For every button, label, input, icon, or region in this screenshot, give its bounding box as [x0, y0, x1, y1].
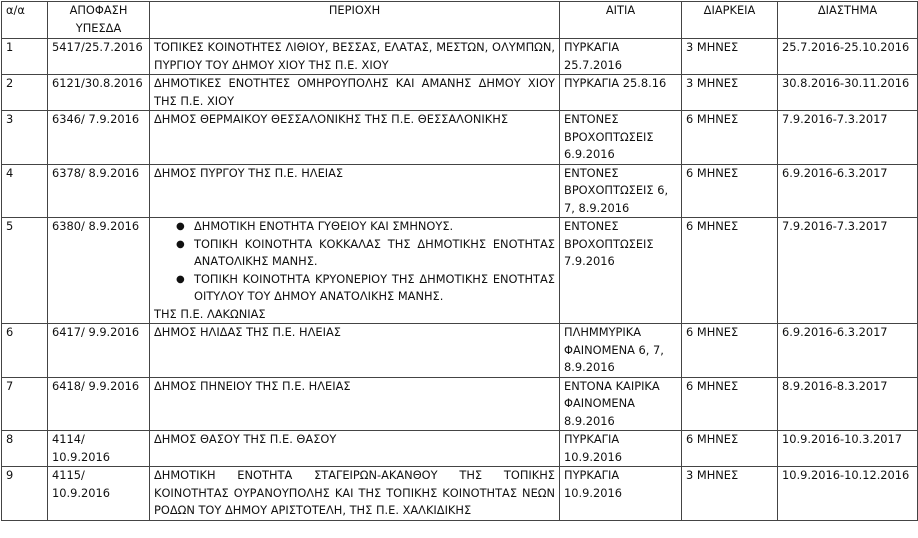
- cell-decision: 6380/ 8.9.2016: [48, 218, 150, 324]
- cell-aa: 3: [2, 111, 48, 165]
- cell-cause: ΠΥΡΚΑΓΙΑ 10.9.2016: [560, 467, 682, 521]
- cell-aa: 1: [2, 39, 48, 75]
- cell-decision: 6378/ 8.9.2016: [48, 164, 150, 218]
- bullet-icon: ●: [176, 273, 185, 285]
- cell-decision: 6346/ 7.9.2016: [48, 111, 150, 165]
- cell-period: 6.9.2016-6.3.2017: [778, 324, 918, 378]
- cell-duration: 6 ΜΗΝΕΣ: [682, 431, 778, 467]
- cell-duration: 6 ΜΗΝΕΣ: [682, 218, 778, 324]
- cell-cause: ΠΥΡΚΑΓΙΑ 10.9.2016: [560, 431, 682, 467]
- cell-period: 8.9.2016-8.3.2017: [778, 377, 918, 431]
- cell-region: ΔΗΜΟΤΙΚΗ ΕΝΟΤΗΤΑ ΣΤΑΓΕΙΡΩΝ-ΑΚΑΝΘΟΥ ΤΗΣ ΤΟΠΙΚΗΣ ΚΟΙΝΟΤΗΤΑΣ ΟΥΡΑΝΟΥΠΟΛΗΣ ΚΑΙ ΤΗΣ ΤΟΠΙΚΗΣ ΚΟΙΝΟΤΗΤΑΣ ΝΕΩΝ ΡΟΔΩΝ ΤΟΥ ΔΗΜΟΥ ΑΡΙΣΤΟΤΕΛΗ, ΤΗΣ Π.Ε. ΧΑΛΚΙΔΙΚΗΣ: [150, 467, 560, 521]
- region-list-item-text: ΤΟΠΙΚΗ ΚΟΙΝΟΤΗΤΑ ΚΡΥΟΝΕΡΙΟΥ ΤΗΣ ΔΗΜΟΤΙΚΗΣ ΕΝΟΤΗΤΑΣ ΟΙΤΥΛΟΥ ΤΟΥ ΔΗΜΟΥ ΑΝΑΤΟΛΙΚΗΣ ΜΑΝΗΣ.: [194, 271, 555, 303]
- header-duration: ΔΙΑΡΚΕΙΑ: [682, 2, 778, 39]
- cell-region: [150, 218, 560, 324]
- cell-duration: 6 ΜΗΝΕΣ: [682, 164, 778, 218]
- cell-region: ΔΗΜΟΤΙΚΕΣ ΕΝΟΤΗΤΕΣ ΟΜΗΡΟΥΠΟΛΗΣ ΚΑΙ ΑΜΑΝΗΣ ΔΗΜΟΥ ΧΙΟΥ ΤΗΣ Π.Ε. ΧΙΟΥ: [150, 75, 560, 111]
- table-row: [2, 218, 918, 324]
- cell-aa: 6: [2, 324, 48, 378]
- bullet-icon: ●: [176, 238, 185, 250]
- cell-duration: 3 ΜΗΝΕΣ: [682, 75, 778, 111]
- region-list-item-text: ΤΟΠΙΚΗ ΚΟΙΝΟΤΗΤΑ ΚΟΚΚΑΛΑΣ ΤΗΣ ΔΗΜΟΤΙΚΗΣ ΕΝΟΤΗΤΑΣ ΑΝΑΤΟΛΙΚΗΣ ΜΑΝΗΣ.: [194, 236, 555, 268]
- cell-aa: 8: [2, 431, 48, 467]
- table-row: [2, 431, 918, 467]
- cell-decision: 5417/25.7.2016: [48, 39, 150, 75]
- header-cause: ΑΙΤΙΑ: [560, 2, 682, 39]
- cell-duration: 6 ΜΗΝΕΣ: [682, 324, 778, 378]
- table-row: [2, 111, 918, 165]
- region-list-item: [176, 218, 555, 236]
- region-list-item-text: ΔΗΜΟΤΙΚΗ ΕΝΟΤΗΤΑ ΓΥΘΕΙΟΥ ΚΑΙ ΣΜΗΝΟΥΣ.: [194, 219, 454, 233]
- cell-region: ΔΗΜΟΣ ΠΥΡΓΟΥ ΤΗΣ Π.Ε. ΗΛΕΙΑΣ: [150, 164, 560, 218]
- header-region: ΠΕΡΙΟΧΗ: [150, 2, 560, 39]
- cell-region: ΔΗΜΟΣ ΘΕΡΜΑΙΚΟΥ ΘΕΣΣΑΛΟΝΙΚΗΣ ΤΗΣ Π.Ε. ΘΕΣΣΑΛΟΝΙΚΗΣ: [150, 111, 560, 165]
- table-row: [2, 39, 918, 75]
- cell-cause: ΠΛΗΜΜΥΡΙΚΑ ΦΑΙΝΟΜΕΝΑ 6, 7, 8.9.2016: [560, 324, 682, 378]
- cell-decision: 6121/30.8.2016: [48, 75, 150, 111]
- cell-period: 7.9.2016-7.3.2017: [778, 218, 918, 324]
- cell-region: ΤΟΠΙΚΕΣ ΚΟΙΝΟΤΗΤΕΣ ΛΙΘΙΟΥ, ΒΕΣΣΑΣ, ΕΛΑΤΑΣ, ΜΕΣΤΩΝ, ΟΛΥΜΠΩΝ, ΠΥΡΓΙΟΥ ΤΟΥ ΔΗΜΟΥ ΧΙΟΥ ΤΗΣ Π.Ε. ΧΙΟΥ: [150, 39, 560, 75]
- cell-aa: 7: [2, 377, 48, 431]
- cell-cause: ΕΝΤΟΝΕΣ ΒΡΟΧΟΠΤΩΣΕΙΣ 6, 7, 8.9.2016: [560, 164, 682, 218]
- region-bullet-list: [154, 218, 555, 306]
- cell-cause: ΕΝΤΟΝΕΣ ΒΡΟΧΟΠΤΩΣΕΙΣ 6.9.2016: [560, 111, 682, 165]
- table-row: [2, 467, 918, 521]
- cell-region: ΔΗΜΟΣ ΠΗΝΕΙΟΥ ΤΗΣ Π.Ε. ΗΛΕΙΑΣ: [150, 377, 560, 431]
- region-list-item: [176, 236, 555, 271]
- emergency-declarations-table: [1, 1, 918, 521]
- cell-cause: ΠΥΡΚΑΓΙΑ 25.8.16: [560, 75, 682, 111]
- cell-period: 7.9.2016-7.3.2017: [778, 111, 918, 165]
- table-row: [2, 164, 918, 218]
- bullet-icon: ●: [176, 221, 185, 232]
- table-row: [2, 324, 918, 378]
- cell-cause: ΕΝΤΟΝΑ ΚΑΙΡΙΚΑ ΦΑΙΝΟΜΕΝΑ 8.9.2016: [560, 377, 682, 431]
- cell-period: 25.7.2016-25.10.2016: [778, 39, 918, 75]
- cell-duration: 3 ΜΗΝΕΣ: [682, 39, 778, 75]
- cell-decision: 4115/ 10.9.2016: [48, 467, 150, 521]
- cell-region: ΔΗΜΟΣ ΗΛΙΔΑΣ ΤΗΣ Π.Ε. ΗΛΕΙΑΣ: [150, 324, 560, 378]
- cell-aa: 4: [2, 164, 48, 218]
- header-row: [2, 2, 918, 39]
- cell-duration: 6 ΜΗΝΕΣ: [682, 111, 778, 165]
- cell-cause: ΠΥΡΚΑΓΙΑ 25.7.2016: [560, 39, 682, 75]
- cell-duration: 3 ΜΗΝΕΣ: [682, 467, 778, 521]
- cell-period: 10.9.2016-10.3.2017: [778, 431, 918, 467]
- cell-aa: 9: [2, 467, 48, 521]
- cell-period: 30.8.2016-30.11.2016: [778, 75, 918, 111]
- table-row: [2, 377, 918, 431]
- cell-cause: ΕΝΤΟΝΕΣ ΒΡΟΧΟΠΤΩΣΕΙΣ 7.9.2016: [560, 218, 682, 324]
- region-list-item: [176, 271, 555, 306]
- header-decision: ΑΠΟΦΑΣΗ ΥΠΕΣΔΑ: [48, 2, 150, 39]
- header-aa: α/α: [2, 2, 48, 39]
- cell-period: 10.9.2016-10.12.2016: [778, 467, 918, 521]
- table-row: [2, 75, 918, 111]
- cell-aa: 5: [2, 218, 48, 324]
- cell-duration: 6 ΜΗΝΕΣ: [682, 377, 778, 431]
- cell-aa: 2: [2, 75, 48, 111]
- cell-period: 6.9.2016-6.3.2017: [778, 164, 918, 218]
- cell-decision: 6418/ 9.9.2016: [48, 377, 150, 431]
- region-suffix: ΤΗΣ Π.Ε. ΛΑΚΩΝΙΑΣ: [154, 306, 266, 321]
- cell-decision: 4114/ 10.9.2016: [48, 431, 150, 467]
- cell-decision: 6417/ 9.9.2016: [48, 324, 150, 378]
- header-period: ΔΙΑΣΤΗΜΑ: [778, 2, 918, 39]
- cell-region: ΔΗΜΟΣ ΘΑΣΟΥ ΤΗΣ Π.Ε. ΘΑΣΟΥ: [150, 431, 560, 467]
